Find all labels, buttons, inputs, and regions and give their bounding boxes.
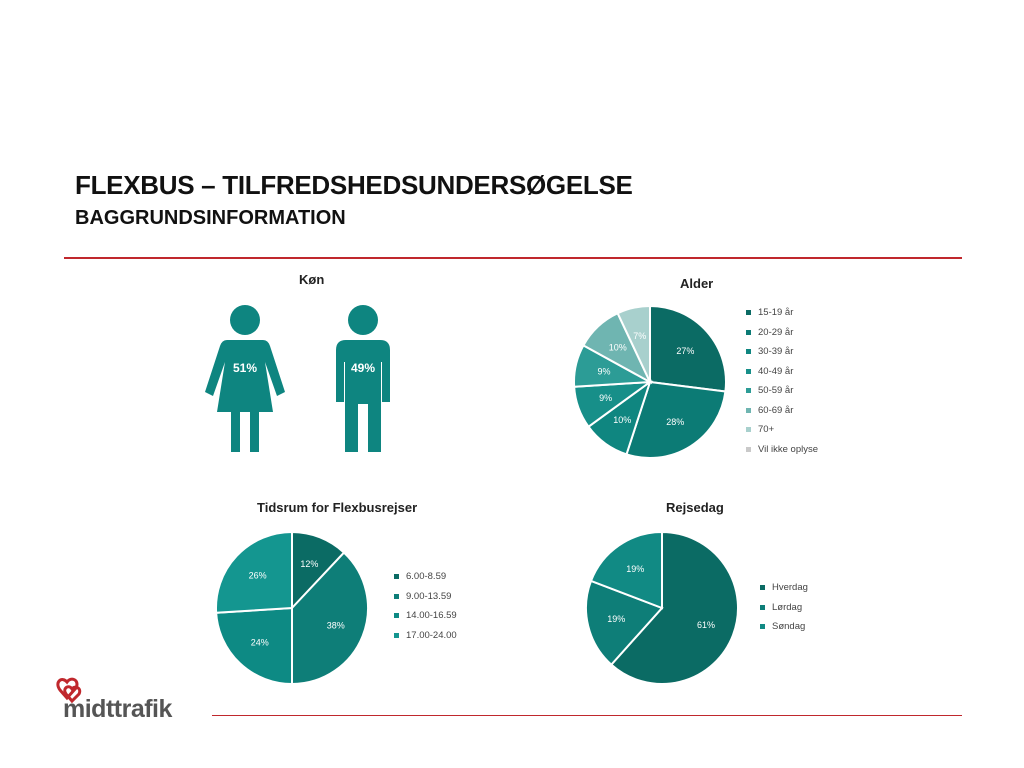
- alder-legend-swatch-7: [746, 447, 751, 452]
- tidsrum-legend-label-2: 14.00-16.59: [406, 610, 457, 621]
- legend-rejsedag: [760, 578, 808, 637]
- alder-legend-swatch-2: [746, 349, 751, 354]
- pie-chart-tidsrum: [212, 528, 372, 688]
- alder-legend-label-4: 50-59 år: [758, 385, 794, 396]
- legend-alder: [746, 303, 818, 459]
- tidsrum-legend-swatch-0: [394, 574, 399, 579]
- male-figure-icon: [336, 305, 390, 452]
- alder-legend-item-0: [746, 303, 818, 323]
- alder-legend-swatch-5: [746, 408, 751, 413]
- alder-data-label-3: 9%: [599, 392, 613, 403]
- alder-data-label-5: 10%: [608, 342, 627, 353]
- alder-data-label-1: 28%: [666, 416, 685, 427]
- alder-legend-swatch-1: [746, 330, 751, 335]
- rejsedag-legend-item-1: [760, 598, 808, 618]
- rejsedag-legend-label-0: Hverdag: [772, 582, 808, 593]
- tidsrum-legend-item-1: [394, 587, 457, 607]
- pie-chart-alder: [570, 302, 730, 462]
- tidsrum-data-label-0: 12%: [300, 559, 319, 570]
- tidsrum-legend-swatch-2: [394, 613, 399, 618]
- page-subtitle: BAGGRUNDSINFORMATION: [75, 207, 346, 229]
- bottom-divider: [212, 715, 962, 716]
- alder-data-label-0: 27%: [676, 345, 695, 356]
- tidsrum-data-label-1: 38%: [326, 620, 345, 631]
- male-value-label: 49%: [350, 361, 376, 375]
- midttrafik-logo-text: midttrafik: [63, 695, 172, 723]
- alder-legend-item-3: [746, 362, 818, 382]
- rejsedag-data-label-1: 19%: [607, 614, 626, 625]
- rejsedag-legend-swatch-1: [760, 605, 765, 610]
- alder-data-label-4: 9%: [597, 366, 611, 377]
- legend-tidsrum: [394, 567, 457, 645]
- tidsrum-legend-item-2: [394, 606, 457, 626]
- page-title-block: [75, 170, 633, 230]
- rejsedag-legend-swatch-2: [760, 624, 765, 629]
- alder-legend-item-2: [746, 342, 818, 362]
- female-figure-icon: [205, 305, 285, 452]
- page-title: FLEXBUS – TILFREDSHEDSUNDERSØGELSE: [75, 170, 633, 200]
- alder-legend-label-3: 40-49 år: [758, 365, 794, 377]
- alder-legend-label-1: 20-29 år: [758, 326, 794, 338]
- alder-legend-swatch-4: [746, 388, 751, 393]
- alder-legend-swatch-6: [746, 427, 751, 432]
- alder-legend-item-1: [746, 323, 818, 343]
- alder-legend-item-4: [746, 381, 818, 401]
- alder-legend-label-2: 30-39 år: [758, 346, 794, 357]
- alder-legend-label-7: Vil ikke oplyse: [758, 443, 819, 455]
- tidsrum-legend-swatch-3: [394, 633, 399, 638]
- tidsrum-legend-label-0: 6.00-8.59: [406, 571, 447, 582]
- top-divider: [64, 257, 962, 259]
- alder-legend-item-6: [746, 420, 818, 440]
- chart-title-kon: Køn: [299, 272, 325, 287]
- gender-pictogram: [195, 300, 395, 460]
- chart-title-tidsrum: Tidsrum for Flexbusrejser: [257, 500, 418, 515]
- alder-legend-label-0: 15-19 år: [758, 307, 794, 318]
- tidsrum-legend-swatch-1: [394, 594, 399, 599]
- tidsrum-data-label-2: 24%: [250, 637, 269, 648]
- tidsrum-legend-item-0: [394, 567, 457, 587]
- alder-legend-swatch-0: [746, 310, 751, 315]
- rejsedag-legend-item-0: [760, 578, 808, 598]
- rejsedag-data-label-0: 61%: [697, 619, 716, 630]
- tidsrum-legend-label-3: 17.00-24.00: [406, 629, 457, 641]
- alder-legend-label-6: 70+: [758, 424, 775, 435]
- chart-title-rejsedag: Rejsedag: [666, 500, 724, 515]
- rejsedag-legend-label-2: Søndag: [772, 621, 806, 632]
- alder-legend-item-7: [746, 440, 818, 460]
- alder-data-label-6: 7%: [633, 331, 647, 342]
- chart-title-alder: Alder: [680, 276, 714, 291]
- rejsedag-legend-item-2: [760, 617, 808, 637]
- rejsedag-legend-swatch-0: [760, 585, 765, 590]
- alder-data-label-2: 10%: [613, 415, 632, 426]
- rejsedag-legend-label-1: Lørdag: [772, 601, 803, 613]
- alder-legend-item-5: [746, 401, 818, 421]
- rejsedag-data-label-2: 19%: [626, 564, 645, 575]
- tidsrum-legend-item-3: [394, 626, 457, 646]
- alder-legend-swatch-3: [746, 369, 751, 374]
- tidsrum-data-label-3: 26%: [248, 570, 267, 581]
- tidsrum-legend-label-1: 9.00-13.59: [406, 590, 452, 602]
- alder-legend-label-5: 60-69 år: [758, 404, 794, 416]
- pie-chart-rejsedag: [582, 528, 742, 688]
- female-value-label: 51%: [232, 361, 258, 375]
